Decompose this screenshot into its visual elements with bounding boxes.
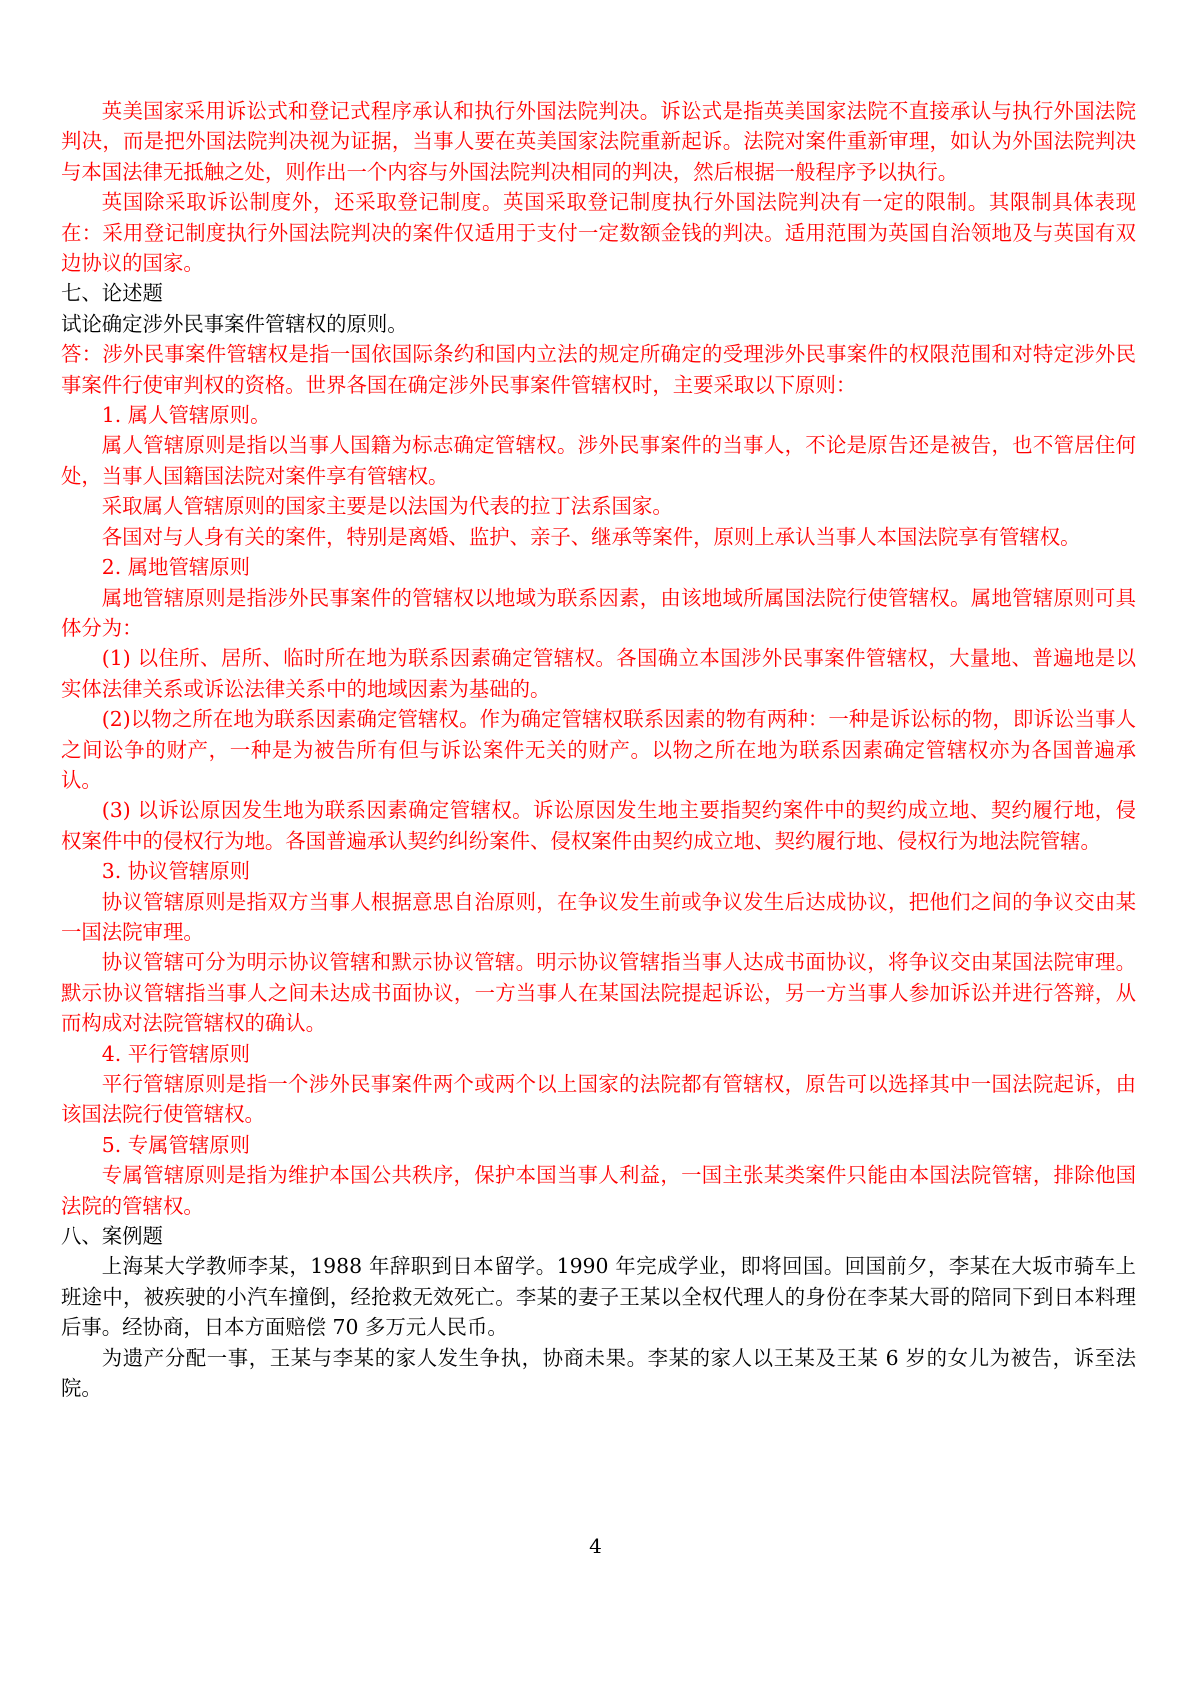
paragraph-case-dispute: 为遗产分配一事，王某与李某的家人发生争执，协商未果。李某的家人以王某及王某 6 岁的女儿为被告，诉至法院。	[61, 1345, 1136, 1401]
principle-heading-exclusive: 5. 专属管辖原则	[101, 1132, 251, 1157]
paragraph-agreement-definition: 协议管辖原则是指双方当事人根据意思自治原则，在争议发生前或争议发生后达成协议，把他们之间的争议交由某一国法院审理。	[61, 889, 1136, 944]
paragraph-agreement-types: 协议管辖可分为明示协议管辖和默示协议管辖。明示协议管辖指当事人达成书面协议，将争议交由某国法院审理。默示协议管辖指当事人之间未达成书面协议，一方当事人在某国法院提起诉讼，另一方当事人参加诉讼并进行答辩，从而构成对法院管辖权的确认。	[61, 950, 1136, 1036]
essay-question: 试论确定涉外民事案件管辖权的原则。	[61, 311, 408, 336]
section-heading-case: 八、案例题	[61, 1224, 163, 1249]
paragraph-parallel-definition: 平行管辖原则是指一个涉外民事案件两个或两个以上国家的法院都有管辖权，原告可以选择其中一国法院起诉，由该国法院行使管辖权。	[61, 1072, 1136, 1127]
paragraph-territorial-definition: 属地管辖原则是指涉外民事案件的管辖权以地域为联系因素，由该地域所属国法院行使管辖权。属地管辖原则可具体分为：	[61, 585, 1136, 640]
page-number: 4	[589, 1534, 602, 1558]
paragraph-uk-registration: 英国除采取诉讼制度外，还采取登记制度。英国采取登记制度执行外国法院判决有一定的限制。其限制具体表现在：采用登记制度执行外国法院判决的案件仅适用于支付一定数额金钱的判决。适用范围为英国自治领地及与英国有双边协议的国家。	[61, 190, 1136, 276]
paragraph-exclusive-definition: 专属管辖原则是指为维护本国公共秩序，保护本国当事人利益，一国主张某类案件只能由本国法院管辖，排除他国法院的管辖权。	[61, 1163, 1136, 1218]
answer-intro: 答：涉外民事案件管辖权是指一国依国际条约和国内立法的规定所确定的受理涉外民事案件的权限范围和对特定涉外民事案件行使审判权的资格。世界各国在确定涉外民事案件管辖权时，主要采取以下原则：	[61, 342, 1136, 397]
paragraph-territorial-item-1: (1) 以住所、居所、临时所在地为联系因素确定管辖权。各国确立本国涉外民事案件管辖权，大量地、普遍地是以实体法律关系或诉讼法律关系中的地域因素为基础的。	[61, 646, 1136, 701]
paragraph-personal-countries: 采取属人管辖原则的国家主要是以法国为代表的拉丁法系国家。	[101, 494, 673, 519]
paragraph-personal-definition: 属人管辖原则是指以当事人国籍为标志确定管辖权。涉外民事案件的当事人，不论是原告还是被告，也不管居住何处，当事人国籍国法院对案件享有管辖权。	[61, 433, 1136, 488]
paragraph-us-uk-enforcement: 英美国家采用诉讼式和登记式程序承认和执行外国法院判决。诉讼式是指英美国家法院不直接承认与执行外国法院判决，而是把外国法院判决视为证据，当事人要在英美国家法院重新起诉。法院对案件重新审理，如认为外国法院判决与本国法律无抵触之处，则作出一个内容与外国法院判决相同的判决，然后根据一般程序予以执行。	[61, 99, 1136, 184]
paragraph-case-facts: 上海某大学教师李某，1988 年辞职到日本留学。1990 年完成学业，即将回国。回国前夕，李某在大坂市骑车上班途中，被疾驶的小汽车撞倒，经抢救无效死亡。李某的妻子王某以全权代理人的身份在李某大哥的陪同下到日本料理后事。经协商，日本方面赔偿 70 多万元人民币。	[61, 1254, 1136, 1340]
paragraph-personal-cases: 各国对与人身有关的案件，特别是离婚、监护、亲子、继承等案件，原则上承认当事人本国法院享有管辖权。	[101, 524, 1081, 549]
paragraph-territorial-item-2: (2)以物之所在地为联系因素确定管辖权。作为确定管辖权联系因素的物有两种：一种是诉讼标的物，即诉讼当事人之间讼争的财产，一种是为被告所有但与诉讼案件无关的财产。以物之所在地为联系因素确定管辖权亦为各国普遍承认。	[61, 707, 1136, 792]
principle-heading-agreement: 3. 协议管辖原则	[101, 859, 251, 884]
principle-heading-territorial: 2. 属地管辖原则	[101, 555, 251, 580]
principle-heading-personal: 1. 属人管辖原则。	[101, 403, 271, 428]
principle-heading-parallel: 4. 平行管辖原则	[101, 1041, 251, 1066]
paragraph-territorial-item-3: (3) 以诉讼原因发生地为联系因素确定管辖权。诉讼原因发生地主要指契约案件中的契约成立地、契约履行地，侵权案件中的侵权行为地。各国普遍承认契约纠纷案件、侵权案件由契约成立地、契约履行地、侵权行为地法院管辖。	[61, 798, 1136, 853]
section-heading-essay: 七、论述题	[61, 281, 163, 306]
